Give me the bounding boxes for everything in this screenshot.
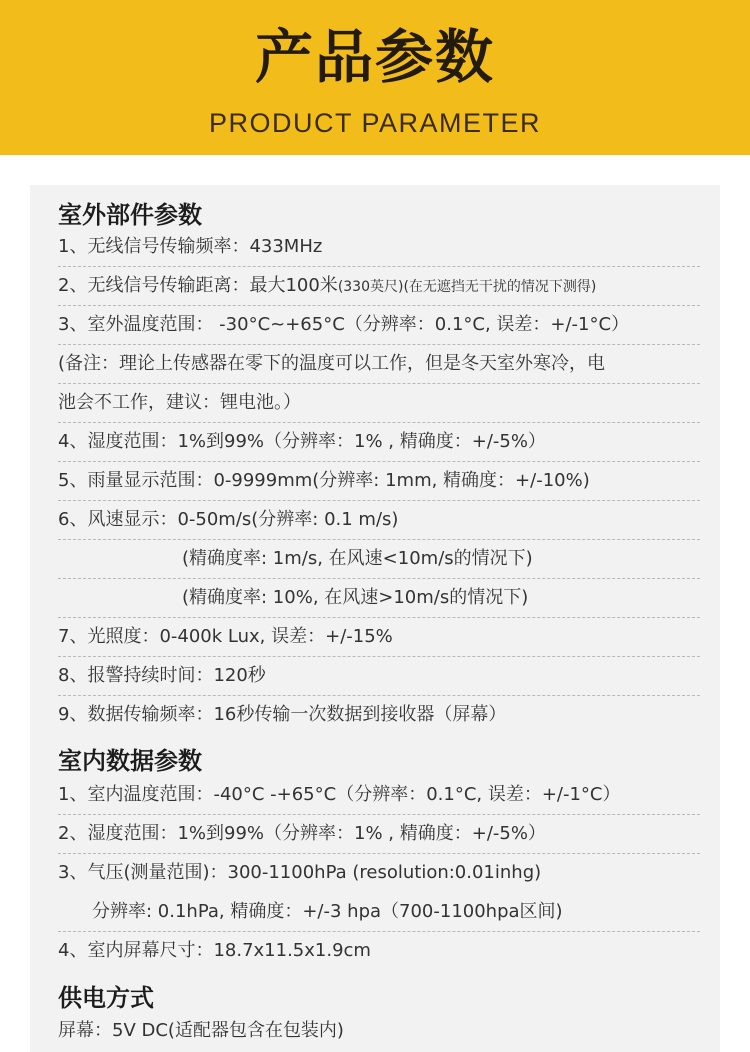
section-title-indoor: 室内数据参数 bbox=[58, 747, 202, 775]
spec-row: 9、数据传输频率：16秒传输一次数据到接收器（屏幕） bbox=[58, 704, 507, 725]
spec-row: 5、雨量显示范围：0-9999mm(分辨率: 1mm, 精确度：+/-10%) bbox=[58, 461, 700, 501]
spec-row: 3、气压(测量范围)：300-1100hPa (resolution:0.01inhg) bbox=[58, 862, 542, 883]
page-subtitle: PRODUCT PARAMETER bbox=[208, 108, 542, 138]
spec-row: 2、无线信号传输距离：最大100米(330英尺)(在无遮挡无干扰的情况下测得) bbox=[58, 266, 700, 306]
spec-row: 4、室内屏幕尺寸：18.7x11.5x1.9cm bbox=[58, 940, 371, 961]
spec-row: (精确度率: 10%, 在风速>10m/s的情况下) bbox=[58, 578, 700, 618]
spec-row: 3、室外温度范围： -30°C~+65°C（分辨率：0.1°C, 误差：+/-1°C） bbox=[58, 305, 700, 345]
spec-row: (备注：理论上传感器在零下的温度可以工作，但是冬天室外寒冷，电 bbox=[58, 344, 700, 384]
spec-row: (精确度率: 1m/s, 在风速<10m/s的情况下) bbox=[58, 539, 700, 579]
header-banner bbox=[0, 0, 750, 155]
spec-row: 2、湿度范围：1%到99%（分辨率：1% , 精确度：+/-5%） bbox=[58, 814, 700, 854]
spec-row-note: (330英尺)(在无遮挡无干扰的情况下测得) bbox=[337, 279, 597, 295]
spec-row: 7、光照度：0-400k Lux, 误差：+/-15% bbox=[58, 617, 700, 657]
parameter-panel bbox=[30, 185, 720, 1052]
spec-row: 8、报警持续时间：120秒 bbox=[58, 656, 700, 696]
spec-row: 分辨率: 0.1hPa, 精确度：+/-3 hpa（700-1100hpa区间) bbox=[58, 892, 700, 932]
section-title-outdoor: 室外部件参数 bbox=[58, 201, 202, 229]
page-title: 产品参数 bbox=[254, 23, 495, 91]
section-title-power: 供电方式 bbox=[58, 984, 154, 1012]
spec-row: 6、风速显示：0-50m/s(分辨率: 0.1 m/s) bbox=[58, 500, 700, 540]
spec-row: 池会不工作，建议：锂电池。） bbox=[58, 383, 700, 423]
spec-row: 4、湿度范围：1%到99%（分辨率：1% , 精确度：+/-5%） bbox=[58, 422, 700, 462]
spec-row: 屏幕：5V DC(适配器包含在包装内) bbox=[58, 1020, 344, 1041]
spec-row: 1、无线信号传输频率：433MHz bbox=[58, 227, 700, 267]
spec-row: 1、室内温度范围：-40°C -+65°C（分辨率：0.1°C, 误差：+/-1°C） bbox=[58, 775, 700, 815]
